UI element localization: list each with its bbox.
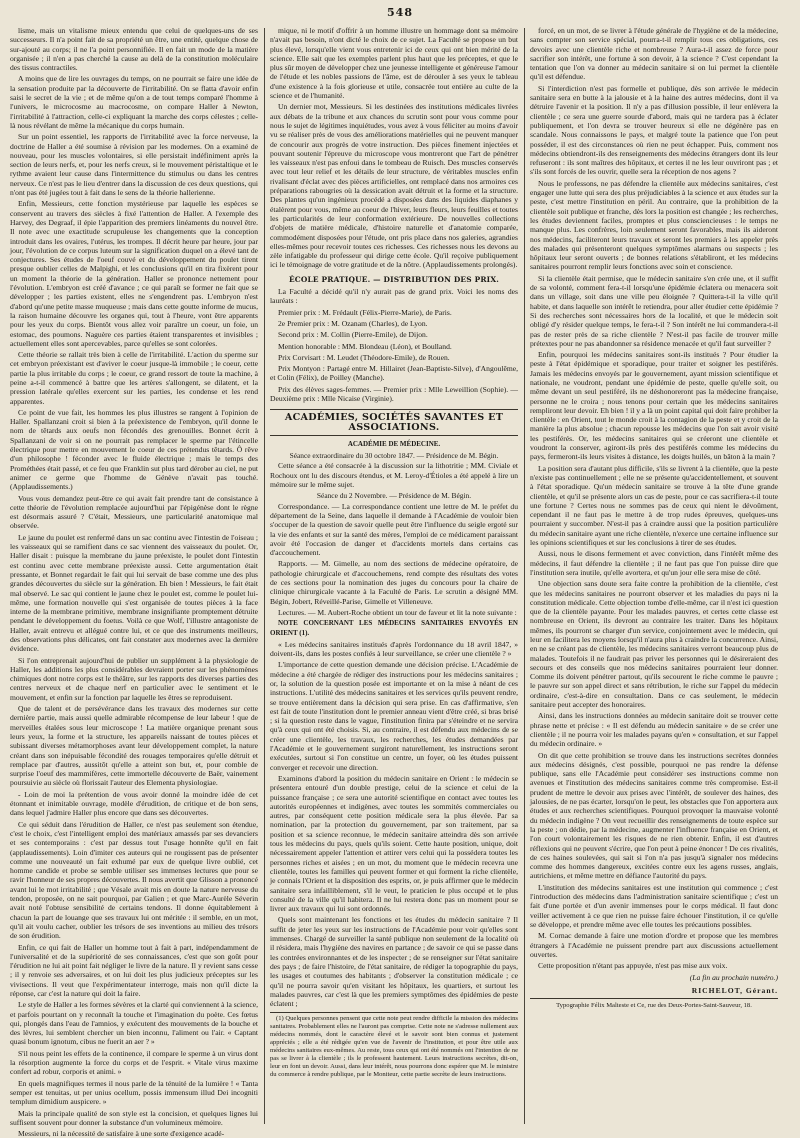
paragraph: - Loin de moi la prétention de vous avoir donné la moindre idée de cet étonnant et inimitable ouvrage, modèle d'érudition, de critique et de bon sens, dans lequel j'admire Haller plus encore que dans ses découvertes.	[10, 789, 258, 818]
prize-list	[270, 308, 518, 404]
paragraph: Prix Corvisart : M. Leudet (Théodore-Emile), de Rouen.	[278, 352, 450, 362]
eulogy-conclusion	[270, 26, 518, 270]
paragraph: 2e Premier prix : M. Ozanam (Charles), de Lyon.	[278, 318, 428, 328]
paragraph: Enfin, Messieurs, cette fonction mystérieuse par laquelle les espèces se conservent au travers des siècles à fixé l'attention de Haller. A l'exemple des Harvey, des Degraaf, il épie l'apparition des premiers linéaments du nouvel être. Il note avec une exactitude scrupuleuse les changements que la conception introduit dans les ovaires, l'utérus, les trompes. Il décrit heure par heure, jour par jour, l'évolution de ce corpus luteum sur la signification duquel on a élevé tant de conjectures. Ses études de l'oeuf couvé et du développement du poulet tirent presque oublier celles de Malpighi, et les conclusions qu'il en tira fixèrent pour un moment la théorie de la génération. Haller se prononce nettement pour l'évolution. L'embryon est créé d'avance ; ce qui paraît se former ne fait que se développer ; les parties existent, elles ne s'engendrent pas. L'embryon n'est d'abord qu'une petite masse muqueuse ; mais dans cette goutte informe de mucus, la raison humaine découvre les organes qui, tout à l'heure, vont être apparents pour les yeux du corps. Bientôt vous allez voir paraître un coeur, un foie, un estomac, des poumons. Naguère ces parties étaient transparentes et invisibles ; actuellement elles sont apercevables, parce qu'elles se sont colorées.	[10, 199, 258, 348]
paragraph: La position sera d'autant plus difficile, s'ils se livrent à la clientèle, que la peste n'existe pas continuellement ; elle ne se présente qu'accidentellement, et souvent à l'état sporadique. Qu'un médecin sanitaire se trouve à la tête d'une grande clientèle, et qu'il se présente alors un cas de peste, pour ce cas sacrifiera-t-il toute une fortune ? Certes nous ne sommes pas de ceux qui nient le dévoûment, cependant il ne faut pas le mettre à de trop rudes épreuves, quelques-uns pourraient y succomber. N'est-il pas à craindre aussi que la position particulière du médecin sanitaire ayant une riche clientèle, n'exerce une certaine influence sur les opinions scientifiques et sur les conclusions à tirer de ses études.	[530, 463, 778, 548]
paragraph: Enfin, pourquoi les médecins sanitaires sont-ils institués ? Pour étudier la peste à l'état épidémique et sporadique, pour traiter et soigner les pestiférés. Jamais les médecins envoyés par le gouvernement, ayant mission scientifique et nationale, ne voudront, pendant une épidémie de peste, quelle qu'elle soit, ou même devant un seul pestiféré, ils ne déshonoreront pas la médecine française, personne ne le croira ; nous tenons pour certain que les médecins sanitaires rempliront leur devoir. Eh bien ! il y a là un point capital qui doit faire prohiber la clientèle : en Orient, tout le monde croit à la contagion de la peste et y croit de la manière la plus absolue ; chacun repousse les médecins que l'on sait avoir visité les pestiférés. Or, les médecins sanitaires qui se créeront une clientèle et voudront la conserver, agiront-ils près des pestiférés comme les médecins du pays, fermeront-ils leurs visites à distance, les doigts huilés, un bâton à la main ?	[530, 350, 778, 462]
paragraph: Aussi, nous le disons fermement et avec conviction, dans l'intérêt même des médecins, il faut défendre la clientèle ; il ne faut pas que l'on puisse dire que l'institution sera inutile, qu'elle avortera, et qu'un jour elle sera mise de côté.	[530, 549, 778, 577]
paragraph: Vous vous demandez peut-être ce qui avait fait prendre tant de consistance à cette théorie de l'évolution remplacée aujourd'hui par l'épigénèse dont le règne est désormais assuré ? C'était, Messieurs, une particularité anatomique mal observée.	[10, 493, 258, 531]
academy-name: ACADÉMIE DE MÉDECINE.	[347, 439, 441, 448]
paragraph: Un dernier mot, Messieurs. Si les destinées des institutions médicales livrées aux débats de la tribune et aux chances du scrutin sont pour vous comme pour nous le sujet de légitimes inquiétudes, vous avez à vous féliciter au moins d'avoir vu se réaliser près de vous des améliorations matérielles qui ne peuvent manquer de concourir aux progrès de votre instruction. Des pièces finement injectées et pouvant soutenir l'épreuve du microscope vous montreront que l'art de pénétrer les vaisseaux n'est pas enfoui dans le tombeau de Ruisch. Des muscles conservés avec tout leur relief et les détails de leur structure, de véritables muscles enfin rivalisant d'éclat avec des pièces artificielles, ont remplacé dans nos armoires ces préparations rabougries où la dessication avait détruit et la forme et la structure. Des plantes qu'un ingénieux procédé a disposées dans des liquides diaphanes y étalèrent pour vous, même au coeur de l'hiver, leurs fleurs, leurs feuilles et toutes les particularités de leur conformation extérieure. De nouvelles collections d'objets de matière médicale, d'histoire naturelle et d'anatomie comparée, commodément disposées pour l'étude, ont pris place dans nos galeries, agrandies elles-mêmes pour recevoir toutes ces richesses. Ces richesses nous les devons au zèle infatigable du professeur qui dirige cette école. Qu'il reçoive publiquement ici le témoignage de votre gratitude et de la nôtre. (Applaudissements prolongés).	[270, 102, 518, 270]
paragraph: Quels sont maintenant les fonctions et les études du médecin sanitaire ? Il suffit de jeter les yeux sur les instructions de l'Académie pour voir qu'elles sont immenses. Chargé de surveiller la santé publique non seulement de la localité où il résidera, mais l'hygiène des navires en partance ; de savoir ce qui se passe dans les contrées environnantes et de les inspecter ; de se renseigner sur l'état sanitaire des pays ; de faire l'histoire, de l'état sanitaire, de rédiger la topographie du pays, les usages et coutumes des habitants ; d'observer la constitution médicale ; ce qu'il ne pourra savoir qu'en visitant les hôpitaux, les quartiers, et surtout les malades pauvres, car c'est là que les premiers symptômes des épidémies de peste éclatent ;	[270, 915, 518, 1009]
paragraph: Premier prix : M. Frédault (Félix-Pierre-Marie), de Paris.	[278, 307, 452, 317]
footnote-text: (1) Quelques personnes pensent que cette note peut rendre difficile la mission des médecins sanitaires. Probablement elles ne l'auront pas comprise. Cette note ne s'adresse nullement aux médecins nommés, dont le caractère élevé et le savoir sont bien connus et justement appréciés ; elle a été rédigée qu'en vue de l'avenir de l'institution, et pour être utile aux médecins sanitaires eux-mêmes. Au reste, tous ceux qui ont été nommés ont l'intention de ne pas se livrer à la clientèle ; ils le professent hautement. Leurs instructions secrètes, dit-on, leur en font un devoir. Aussi, dans leur intérêt, nous pourrons donc espérer que M. le ministre du commerce à rendre publique, par le Moniteur, cette partie secrète de leurs instructions.	[270, 1015, 518, 1079]
paragraph: lisme, mais un vitalisme mieux entendu que celui de quelques-uns de ses successeurs. Il n'a point fait de sa propriété un être, une entité, quelque chose de sur-ajouté au corps; il ne l'a point personnifiée. Il en fait un mode de la matière organisée ; il n'en a pas cherché la cause au delà de la constitution moléculaire des tissus contractiles.	[10, 26, 258, 73]
column-divider	[524, 28, 525, 1124]
session-2-heading: Séance du 2 Novembre. — Présidence de M. Bégin.	[316, 491, 472, 501]
paragraph: M. Cornac demande à faire une motion d'ordre et propose que les membres étrangers à l'Académie ne puissent prendre part aux discussions actuellement ouvertes.	[530, 931, 778, 959]
paragraph: Si l'on entreprenait aujourd'hui de publier un supplément à la physiologie de Haller, les additions les plus considérables devraient porter sur les phénomènes chimiques dont notre corps est le théâtre, sur les rapports des diverses parties des centres nerveux et de chaque nerf en particulier avec le sentiment et le mouvement, et enfin sur la fonction par laquelle les êtres se reproduisent.	[10, 655, 258, 702]
paragraph: Sur un point essentiel, les rapports de l'irritabilité avec la force nerveuse, la doctrine de Haller a été soumise à révision par les modernes. On a examiné de nouveau, pour les muscles volontaires, si elle persistait indéfiniment après la section de leurs nerfs, et, pour les nerfs creux, si le mouvement péristaltique et le rythme avaient leur cause dans l'intermittence du stimulus ou dans les centres nerveux. Ce n'est pas le lieu d'entrer dans la discussion de ces deux questions, qui n'ont pas été jugées tout à fait dans le sens de la théorie hallerienne.	[10, 132, 258, 198]
prize-section-heading: ÉCOLE PRATIQUE. — DISTRIBUTION DES PRIX.	[288, 274, 500, 284]
session-2-body	[270, 502, 518, 618]
column-3	[530, 26, 778, 1126]
paragraph: En quels magnifiques termes il nous parle de la ténuité de la lumière ! « Tanta semper est tenuitas, ut per unius ocellum, possis immensum illud Dei incogniti templum dimidium auspicere. »	[10, 1078, 258, 1107]
paragraph: Enfin, ce qui fait de Haller un homme tout à fait à part, indépendamment de l'universalité et de la supériorité de ses connaissances, c'est que son goût pour l'érudition ne lui ait point fait négliger le livre de la nature. Il y revient sans cesse ; il y renvoie ses adversaires, et on lui doit les plus judicieux préceptes sur les vivisections. Il veut que l'expérimentateur interroge, mais non qu'il dicte la réponse, car c'est la nature qui doit la faire.	[10, 942, 258, 998]
paragraph: Une objection sans doute sera faite contre la prohibition de la clientèle, c'est que les médecins sanitaires ne pourront observer et les maladies du pays ni la constitution médicale. Cette objection tombe d'elle-même, car il n'est ici question que de la clientèle payante. Pour les malades pauvres, et certes cette classe est nombreuse en Orient, ils devront au contraire les traiter. Dans les hôpitaux mêmes, ils pourront se charger d'un service, conjointement avec le médecin, qui leur en facilitera les moyens lorsqu'il n'aura plus à craindre la concurrence. Ainsi, en ne se créant pas de clientèle, les médecins sanitaires verront beaucoup plus de malades. Toutefois il ne faudrait pas priver les personnes qui le désireraient des secours et des conseils que nos médecins sanitaires pourraient leur donner. Comme ils doivent pénétrer partout, qu'ils secourent le riche comme le pauvre ; le pauvre sur son appel direct et sans rétribution, le riche sur l'appel du médecin ordinaire, c'est-à-dire en consultation. Dans ce cas seulement, le médecin sanitaire peut accepter des honoraires.	[530, 579, 778, 710]
paragraph: « Les médecins sanitaires institués d'après l'ordonnance du 18 avril 1847, » doivent-ils, dans les postes confiés à leur surveillance, se créer une clientèle ? »	[270, 639, 518, 659]
paragraph: Le jaune du poulet est renfermé dans un sac continu avec l'intestin de l'oiseau ; les vaisseaux qui se ramifient dans ce sac viennent des vaisseaux du poulet. Or, Haller disait : puisque la membrane du jaune préexiste, le poulet dont l'intestin est continu avec cette membrane préexiste aussi. Cette argumentation était pressante, et Bonnet regardait le fait qui lui servait de base comme une des plus grandes découvertes du siècle sur la génération. Eh bien ! Messieurs, le fait était mal observé. Le sac qui contient le jaune chez le poulet est, comme le poulet lui-même, une formation nouvelle qui s'est organisée de toutes pièces à la face interne de la membrane primitive, membrane insignifiante promptement détruite pendant le développement du foetus. Voilà ce que Wolf, l'illustre antagoniste de Haller, avait entrevu et allégué contre lui, et ce que des instruments meilleurs, des observations plus délicates, ont fait constater aux modernes avec la dernière évidence.	[10, 532, 258, 654]
note-continuation	[530, 26, 778, 970]
continued-notice: (La fin au prochain numéro.)	[689, 973, 778, 983]
paragraph: Messieurs, ni la nécessité de satisfaire à une sorte d'exigence acadé-	[18, 1129, 225, 1138]
paragraph: mique, ni le motif d'offrir à un homme illustre un hommage dont sa mémoire n'avait pas besoin, n'ont dicté le choix de ce sujet. La Faculté se propose un but plus élevé, lorsqu'elle vient vous entretenir ici de ceux qui ont bien mérité de la science. Elle sait que les exemples parlent plus haut que les préceptes, et que le plus sûr moyen de développer chez une jeunesse intelligente et généreuse l'amour de l'étude et les nobles passions de l'âme, est de dérouler à ses yeux le tableau d'une existence à la fois glorieuse et utile, consacrée tout entière au culte de la science et de l'humanité.	[270, 26, 518, 101]
paragraph: Prix des élèves sages-femmes. — Premier prix : Mlle Leweillion (Sophie). — Deuxième prix : Mlle Nicaise (Virginie).	[270, 384, 518, 403]
note-body	[270, 640, 518, 1009]
paragraph: Si l'interdiction n'est pas formelle et publique, dès son arrivée le médecin sanitaire sera en butte à la jalousie et à la haine des autres médecins, dont il va détruire l'avenir et la position. Il n'y a pas d'illusion possible, il leur enlèvera la clientèle ; ce sera une guerre sourde d'abord, mais qui ne tardera pas à éclater publiquement, et l'on devra se trouver heureux si elle ne dégénère pas en scandale. Nous connaissons le pays, et malgré toute la patience que l'on peut posséder, il est des circonstances où rien ne peut échapper. Puis, comment nos médecins obtiendront-ils des renseignements des médecins étrangers dont ils leur refuseront : ils sont maîtres des hôpitaux, et certes il ne les leur ouvriront pas ; et s'ils sont forcés de les ouvrir, quelle sera la réception de nos agens ?	[530, 83, 778, 177]
paragraph: Second prix : M. Collin (Pierre-Emile), de Dijon.	[278, 330, 428, 340]
paragraph: Correspondance. — La correspondance contient une lettre de M. le préfet du département de la Seine, dans laquelle il demande à l'Académie de vouloir bien s'occuper de la question de savoir quelle peut être l'influence du seigle ergoté sur la vie des enfants et sur la santé des mères, l'emploi de ce médicament paraissant avoir été l'occasion de danger et d'accidents mortels dans certains cas d'accouchement.	[270, 501, 518, 558]
paragraph: Prix Montyon : Partagé entre M. Hillairet (Jean-Baptiste-Silve), d'Angoulême, et Colin (Félix), de Poilley (Manche).	[270, 364, 518, 383]
session-1-heading: Séance extraordinaire du 30 octobre 1847. — Présidence de M. Bégin.	[289, 451, 499, 461]
paragraph: Ainsi, dans les instructions données au médecin sanitaire doit se trouver cette phrase nette et précise : « Il est défendu au médecin sanitaire » de se créer une clientèle ; il ne pourra voir les malades payans qu'en » consultation, et sur l'appel du médecin ordinaire. »	[530, 711, 778, 749]
paragraph: Que de talent et de persévérance dans les travaux des modernes sur cette dernière partie, mais aussi quelle admirable récompense de leur labeur ! que de merveilles étalées sous leur microscope ! La matière organique prenant sous leurs yeux, la forme et la structure, les appareils naissant de toutes pièces et subissant diverses métamorphoses avant leur développement complet, la nature créant dans son inépuisable fécondité des rouages temporaires qu'elle détruit et remplace par d'autres, aussitôt qu'elle a atteint son but, et, pour comble de surprise l'oeuf des mammifères, cette immortelle découverte de Baër, vainement poursuivie au siècle où florissait l'auteur des Elementa physiologiae.	[10, 704, 258, 788]
note-heading: NOTE CONCERNANT LES MÉDECINS SANITAIRES ENVOYÉS EN ORIENT (1).	[270, 619, 518, 637]
page-number: 548	[387, 6, 413, 19]
editor-signature: RICHELOT, Gérant.	[691, 985, 778, 995]
printer-imprint: Typographie Félix Malteste et Ce, rue des Deux-Portes-Saint-Sauveur, 18.	[530, 998, 778, 1010]
column-2	[270, 26, 518, 1126]
paragraph: Mais la principale qualité de son style est la concision, et quelques lignes lui suffisent souvent pour donner la substance d'un volumineux mémoire.	[10, 1108, 258, 1127]
paragraph: Rapports. — M. Gimelle, au nom des sections de médecine opératoire, de pathologie chirurgicale et d'accouchemens, rend compte des résultats des votes de ces sections pour la nomination des juges du concours pour la chaire de clinique chirurgicale vacante à la Faculté de Paris. Le scrutin a désigné MM. Bégin, Jobert, Réveillé-Parise, Gimelle et Villeneuve.	[270, 559, 518, 606]
paragraph: A moins que de lire les ouvrages du temps, on ne pourrait se faire une idée de la sensation produite par la découverte de l'irritabilité. On se flatta d'avoir enfin saisi le secret de la vie ; et de même qu'on a de tout temps comparé l'homme à l'univers, le microcosme au macrocosme, on compare Haller à Newton, l'irritabilité à l'attraction, celle-ci expliquant la marche des corps célestes ; celle-là nous révélant de même la mécanique du corps humain.	[10, 74, 258, 130]
paragraph: Le style de Haller a les formes sévères et la clarté qui conviennent à la science, et parfois pourtant on y reconnaît la touche et l'imagination du poète. Ces fœtus qui, plongés dans l'eau de l'amnios, y exécutent des mouvements de la bouche et des lèvres, lui semblent chercher un bien inconnu, l'aliment ou l'air. « Captant quasi bonum ignotum, cibus ne fuerit an aer ? »	[10, 1000, 258, 1047]
paragraph: Cette théorie se rallait très bien à celle de l'irritabilité. L'action du sperme sur cet embryon préexistant est d'aviver le coeur jusque-là immobile ; le coeur, cette partie la plus irritable du corps ; le coeur, ce grand ressort de toute la machine, à peine a-t-il commencé à battre que les artères s'allongent, se dilatent, et la pression latérale qu'elles exercent sur les parties, les condense et les rend apparentes.	[10, 350, 258, 406]
paragraph: Mention honorable : MM. Blondeau (Léon), et Boulland.	[278, 341, 452, 351]
paragraph: S'il nous peint les effets de la continence, il compare le sperme à un virus dont la résorption augmente la force du corps et de l'esprit. « Vitale virus maxime confert ad robur, corporis et animi. »	[10, 1048, 258, 1077]
paragraph: Nous le professons, ne pas défendre la clientèle aux médecins sanitaires, c'est engager une lutte qui sera des plus préjudiciables à la science et aux études sur la peste, c'est mettre l'institution en péril. Au contraire, que la prohibition de la clientèle soit publique et franche, dès lors la position est changée ; les recherches, les études deviennent faciles, promptes et plus consciencieuses : le temps ne manque plus. Les confrères, loin seulement seront favorables, mais ils aideront nos médecins, faciliteront leurs travaux et seront les premiers à les appeler près des malades qui présenteront quelques symptômes alarmans ou suspects ; les hôpitaux leur seront ouverts ; de bonnes relations s'établiront, et les médecins sanitaires pourront remplir leurs fonctions avec soin et conscience.	[530, 178, 778, 272]
paragraph: Ce qui séduit dans l'érudition de Haller, ce n'est pas seulement son étendue, c'est le choix, c'est l'intelligent emploi des matériaux amassés par ses devanciers et ses contemporains : c'est par dessus tout l'usage honnête qu'il en fait (applaudissements). Loin d'imiter ces auteurs qui ne rougissent pas de présenter comme une nouveauté un fait exhumé par eux de quelque livre oublié, cet homme candide et probe se semble utiliser ses immenses lectures que pour se ravir l'honneur de ses propres découvertes. Il nous avertit que Glisson a prononcé avant lui le mot irritabilité ; que Vésale avait mis en doute la nature nerveuse du tendon, proposée, on ne sait pourquoi, par Galien ; et que Marc-Aurèle Séverin avait noté l'obtuse sensibilité de certains tendons. Il donne équitablement à chacun la part de louange que ses travaux lui ont méritée : il semble, en un mot, qu'il ait voulu cacher, oublier les trésors de ses inventions au milieu des trésors de son érudition.	[10, 819, 258, 941]
paragraph: On dit que cette prohibition se trouve dans les instructions secrètes données aux médecins désignés, c'est possible, pourquoi ne pas rendre la défense publique, sans elle l'Académie peut considérer ses instructions comme non avenues et l'institution des médecins sanitaires comme très compromise. Est-il prudent de mettre le devoir aux prises avec l'intérêt, de soulever des haines, des jalousies, de ne pas écarter, lorsqu'on le peut, les obstacles que l'on apportera aux études et aux recherches scientifiques. Pourquoi provoquer la mauvaise volonté du médecin indigène ? On veut recueillir des renseignements de toute espèce sur la peste ; on dédie, par la médecine, augmenter l'influence française en Orient, et l'on court volontairement les risques de ne rien obtenir. Enfin, il est d'autres réflexions qui ne peuvent s'écrire, que l'on peut à peine énoncer ! De ces rivalités, de ces haines soulevées, qui sait si l'on n'a pas jusqu'à signaler nos médecins comme des hommes dangereux, excitées contre eux les agens russes, anglais, autrichiens, et même mettre en défiance l'autorité du pays.	[530, 750, 778, 881]
paragraph: forcé, en un mot, de se livrer à l'étude générale de l'hygiène et de la médecine, sans compter son service spécial, pourra-t-il remplir tous ces obligations, ces devoirs avec une clientèle riche et nombreuse ? Aura-t-il assez de force pour sacrifier son intérêt, une fortune à son devoir, à la science ? C'est cependant la tentation que l'on va donner au médecin sanitaire si on lui permet la clientèle qu'il est défendue.	[530, 26, 778, 82]
paragraph: L'importance de cette question demande une décision précise. L'Académie de médecine a été chargée de rédiger des instructions pour les médecins sanitaires ; or, la solution de la question posée est importante et on la mise à néant de ces instructions. L'utilité des médecins sanitaires et les services qu'ils peuvent rendre, se trouve entièrement dans la décision qui sera prise. En cas d'affirmative, s'en est fait de toute l'institution dont le premier anneau vient d'être créé, si bras brisé ; si la question reste dans le vague, l'institution finira par s'éteindre et ne servira qu'à ceux qui ont été choisis. Si, au contraire, il est défendu aux médecins de se créer une clientèle, les travaux, les recherches, les études demandées par l'Académie et le gouvernement surgiront naturellement, les instructions seront exécutées, surtout si l'on constitue un centre, un foyer, où les études puissent converger et recevoir une direction.	[270, 660, 518, 772]
academies-heading: ACADÉMIES, SOCIÉTÉS SAVANTES ET ASSOCIATIONS.	[270, 409, 518, 436]
paragraph: Cette proposition n'étant pas appuyée, n'est pas mise aux voix.	[538, 961, 728, 971]
paragraph: Ce point de vue fait, les hommes les plus illustres se rangent à l'opinion de Haller. Spallanzani croit si bien à la préexistence de l'embryon, qu'il donne le nom de têtards aux oeufs non fécondés des grenouilles. Bonnet écrit à Spallanzani de voir si on ne pourrait pas remplacer le sperme par l'étincelle électrique pour mettre en mouvement le coeur de ces prétendus têtards. Ô rêve d'un philosophe ! féconder avec le fluide électrique ; mais le temps des Prométhées était passé, et ce feu que Franklin sut plus tard dérober au ciel, ne put animer ce germe que l'homme de Génève n'avait pas touché. (Applaudissements.)	[10, 407, 258, 492]
column-1	[10, 26, 258, 1138]
column-divider	[264, 28, 265, 1124]
session-1-text: Cette séance a été consacrée à la discussion sur la lithotritie ; MM. Civiale et Rochoux ont lu des discours étendus, et M. Leroy-d'Étioles a été appelé à lire un mémoire sur le même sujet.	[270, 461, 518, 490]
paragraph: L'institution des médecins sanitaires est une institution qui commence ; c'est l'introduction des médecins dans l'administration sanitaire scientifique ; c'est un fait d'une portée et d'un avenir immenses pour le corps médical. Il faut donc veiller activement à ce que rien ne puisse faire échouer l'institution, il ce qu'elle se développe, et prendre même avec elle toutes les précautions possibles.	[530, 882, 778, 929]
paragraph: Lectures. — M. Aubert-Roche obtient un tour de faveur et lit la note suivante :	[278, 607, 517, 617]
paragraph: Examinons d'abord la position du médecin sanitaire en Orient : le médecin se présentera entouré d'un double prestige, celui de la science et celui de la puissance française ; ce sera une autorité scientifique en contact avec toutes les autorités européennes et indigènes, avec toutes les sommités commerciales ou autres, par conséquent cette position médicale sera la plus élevée. Par sa nomination, par la protection du gouvernement, par son traitement, par sa position et sa science reconnue, le médecin sanitaire atteindra dès son arrivée tous les médecins du pays, quels qu'ils soient. Cette haute position, unique, doit nécessairement appeler l'attention et attirer vers celui qui la possédera toutes les personnes riches et aisées ; en un mot, du moment que le médecin recevra une clientèle, toutes les familles qui peuvent former et qui forment la riche clientèle, je connais l'Orient et la disposition des esprits, or, je puis affirmer que le médecin sanitaire sera infailliblement, s'il le veut, le praticien le plus occupé et le plus consulté de la ville qu'il habitera. Il ne lui restera donc pas un moment pour se livrer aux travaux qui lui sont ordonnés.	[270, 773, 518, 914]
paragraph: Si la clientèle était permise, que le médecin sanitaire s'en crée une, et il suffit de sa volonté, comment fera-t-il lorsqu'une épidémie éclatera ou menacera soit dans un village, soit dans une ville peu éloignée ? Quittera-t-il la ville qu'il habite, et dans laquelle son intérêt le retiendra, pour aller étudier cette épidémie ? Si des recherches sont nécessaires hors de la localité, et que le médecin soit obligé d'y résider quelque temps, le fera-t-il ? Son intérêt ne lui commandera-t-il pas de rester près de sa riche clientèle ? N'est-il pas facile de trouver mille prétextes pour ne pas abandonner sa résidence menacée et qu'il faut surveiller ?	[530, 273, 778, 348]
footnote	[270, 1012, 518, 1079]
prize-intro: La Faculté a décidé qu'il n'y aurait pas de grand prix. Voici les noms des lauréats :	[270, 287, 518, 306]
